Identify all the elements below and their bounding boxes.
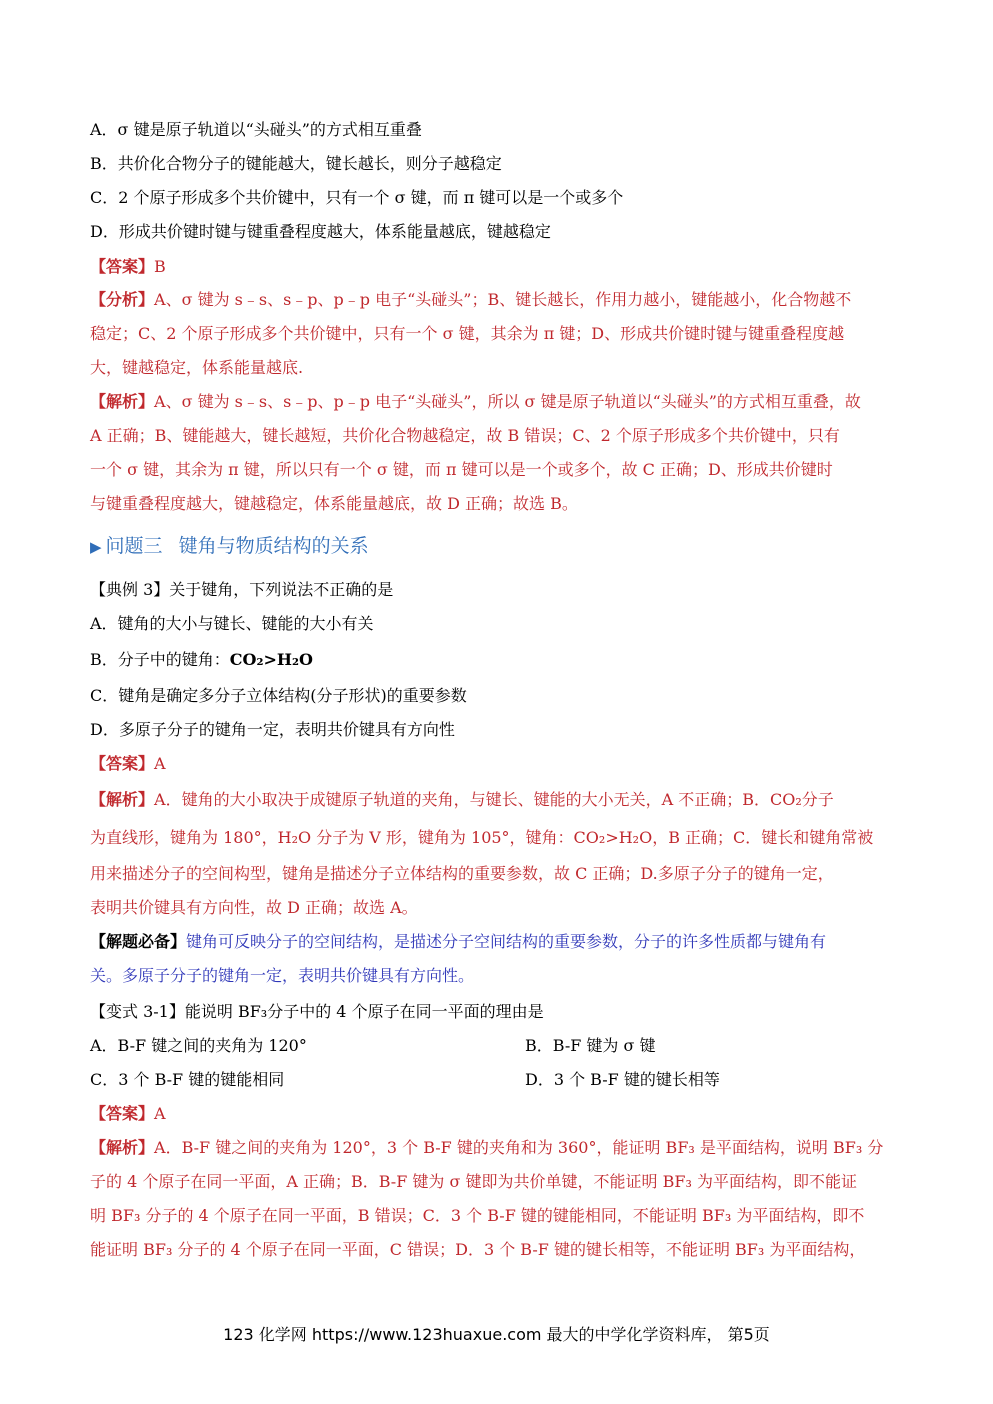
explain-text: A．键角的大小取决于成键原子轨道的夹角，与键长、键能的大小无关，A 不正确；B．CO₂分子 <box>154 790 834 809</box>
example-3-tag: 【典例 3】 <box>90 580 170 599</box>
answer-value: B <box>154 257 166 276</box>
tip-text: 键角可反映分子的空间结构，是描述分子空间结构的重要参数，分子的许多性质都与键角有 <box>186 932 827 951</box>
variant-explain-3: 明 BF₃ 分子的 4 个原子在同一平面，B 错误；C．3 个 B-F 键的键能相同，不能证明 BF₃ 为平面结构，即不 <box>90 1206 865 1225</box>
explain-text: A．B-F 键之间的夹角为 120°，3 个 B-F 键的夹角和为 360°，能证明 BF₃ 是平面结构，说明 BF₃ 分 <box>154 1138 884 1157</box>
explain-tag: 【解析】 <box>90 392 155 411</box>
variant-option-a: A．B-F 键之间的夹角为 120° <box>90 1036 307 1055</box>
tip-line-2: 关。多原子分子的键角一定，表明共价键具有方向性。 <box>90 966 475 985</box>
example-3-explain-3: 用来描述分子的空间构型，键角是描述分子立体结构的重要参数，故 C 正确；D.多原子分子的键角一定， <box>90 864 834 883</box>
analysis-tag: 【分析】 <box>90 290 155 309</box>
example-3-explain-2: 为直线形，键角为 180°，H₂O 分子为 V 形，键角为 105°，键角：CO₂>H₂O，B 正确；C．键长和键角常被 <box>90 828 874 847</box>
triangle-marker-icon: ▶ <box>90 538 102 556</box>
page-footer: 123 化学网 https://www.123huaxue.com 最大的中学化学资料库， 第5页 <box>223 1325 770 1344</box>
option-d: D．形成共价键时键与键重叠程度越大，体系能量越底，键越稳定 <box>90 222 551 241</box>
variant-options-row-2 <box>90 1070 905 1090</box>
example-3-option-d: D．多原子分子的键角一定，表明共价键具有方向性 <box>90 720 455 739</box>
explain-tag: 【解析】 <box>90 790 155 809</box>
answer-tag: 【答案】 <box>90 257 155 276</box>
analysis-line-3: 大，键越稳定，体系能量越底. <box>90 358 304 377</box>
example-3-stem <box>90 580 905 600</box>
variant-tag: 【变式 3-1】 <box>90 1002 185 1021</box>
variant-explain-2: 子的 4 个原子在同一平面，A 正确；B．B-F 键为 σ 键即为共价单键，不能证明 BF₃ 为平面结构，即不能证 <box>90 1172 857 1191</box>
tip-tag: 【解题必备】 <box>90 932 187 951</box>
option-b-formula: CO₂>H₂O <box>229 650 313 669</box>
variant-3-1-stem <box>90 1002 905 1022</box>
option-b: B．共价化合物分子的键能越大，键长越长，则分子越稳定 <box>90 154 502 173</box>
explain-line-1 <box>90 392 905 412</box>
option-a: A．σ 键是原子轨道以“头碰头”的方式相互重叠 <box>90 120 422 139</box>
example-3-explain-4: 表明共价键具有方向性，故 D 正确；故选 A。 <box>90 898 418 917</box>
option-b-prefix: B．分子中的键角： <box>90 650 230 669</box>
answer-value: A <box>154 754 166 773</box>
explain-text: A、σ 键为 s﹣s、s﹣p、p﹣p 电子“头碰头”，所以 σ 键是原子轨道以“头碰头”的方式相互重叠，故 <box>154 392 861 411</box>
section-title: 键角与物质结构的关系 <box>178 535 369 557</box>
example-3-option-c: C．键角是确定多分子立体结构(分子形状)的重要参数 <box>90 686 467 705</box>
explain-tag: 【解析】 <box>90 1138 155 1157</box>
analysis-text: A、σ 键为 s﹣s、s﹣p、p﹣p 电子“头碰头”；B、键长越长，作用力越小，键能越小，化合物越不 <box>154 290 852 309</box>
explain-line-3: 一个 σ 键，其余为 π 键，所以只有一个 σ 键，而 π 键可以是一个或多个，故 C 正确；D、形成共价键时 <box>90 460 833 479</box>
section-number: 问题三 <box>105 535 163 557</box>
variant-options-row-1 <box>90 1036 905 1056</box>
variant-option-b: B．B-F 键为 σ 键 <box>525 1036 656 1055</box>
variant-answer <box>90 1104 905 1124</box>
example-3-explain-1 <box>90 790 905 810</box>
variant-explain-1 <box>90 1138 905 1158</box>
example-3-answer <box>90 754 905 774</box>
answer-tag: 【答案】 <box>90 754 155 773</box>
example-3-option-b <box>90 650 905 670</box>
variant-option-c: C．3 个 B-F 键的键能相同 <box>90 1070 285 1089</box>
example-3-option-a: A．键角的大小与键长、键能的大小有关 <box>90 614 374 633</box>
answer-value: A <box>154 1104 166 1123</box>
analysis-line-2: 稳定；C、2 个原子形成多个共价键中，只有一个 σ 键，其余为 π 键；D、形成共价键时键与键重叠程度越 <box>90 324 845 343</box>
option-c: C．2 个原子形成多个共价键中，只有一个 σ 键，而 π 键可以是一个或多个 <box>90 188 624 207</box>
example-3-question: 关于键角，下列说法不正确的是 <box>169 580 394 599</box>
answer-line <box>90 257 905 277</box>
answer-tag: 【答案】 <box>90 1104 155 1123</box>
section-heading <box>90 534 369 559</box>
explain-line-2: A 正确；B、键能越大，键长越短，共价化合物越稳定，故 B 错误；C、2 个原子形成多个共价键中，只有 <box>90 426 840 445</box>
analysis-line-1 <box>90 290 905 310</box>
tip-line-1 <box>90 932 905 952</box>
variant-question: 能说明 BF₃分子中的 4 个原子在同一平面的理由是 <box>184 1002 544 1021</box>
variant-explain-4: 能证明 BF₃ 分子的 4 个原子在同一平面，C 错误；D．3 个 B-F 键的键长相等，不能证明 BF₃ 为平面结构， <box>90 1240 866 1259</box>
explain-line-4: 与键重叠程度越大，键越稳定，体系能量越底，故 D 正确；故选 B。 <box>90 494 578 513</box>
variant-option-d: D．3 个 B-F 键的键长相等 <box>525 1070 720 1089</box>
